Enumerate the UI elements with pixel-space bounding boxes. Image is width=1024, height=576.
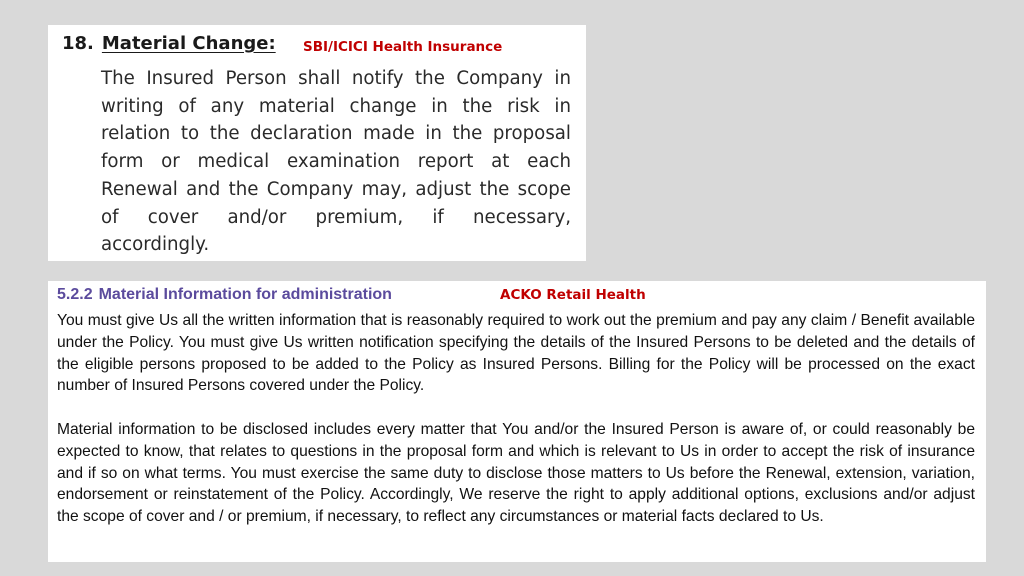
clause-paragraph: Material information to be disclosed includes every matter that You and/or the Insured Person is aware of, or could reasonably be expected to know, that relates to questions in the proposal form and which is relevant to Us in order to accept the risk of insurance and if so on what terms. You must exercise the same duty to disclose those matters to Us before the Renewal, extension, variation, endorsement or reinstatement of the Policy. Accordingly, We reserve the right to apply additional options, exclusions and/or adjust the scope of cover and / or premium, if necessary, to reflect any circumstances or material facts declared to Us. — [57, 421, 975, 526]
clause-heading — [57, 286, 392, 304]
clause-number: 5.2.2 — [57, 286, 93, 303]
clause-title: Material Change: — [101, 33, 276, 54]
clause-paragraph: You must give Us all the written information that is reasonably required to work out the premium and pay any claim / Benefit available under the Policy. You must give Us written notification specifying the details of the Insured Persons to be deleted and the details of the eligible persons proposed to be added to the Policy as Insured Persons. Billing for the Policy will be processed on the exact number of Insured Persons covered under the Policy. — [57, 312, 975, 395]
clause-number: 18. — [62, 33, 94, 54]
clause-body-text: The Insured Person shall notify the Company in writing of any material change in the risk in relation to the declaration made in the proposal form or medical examination report at each Renewal and the Company may, adjust the scope of cover and/or premium, if necessary, accordingly. — [101, 68, 571, 256]
sbi-clause-panel — [48, 25, 586, 261]
clause-title: Material Information for administration — [98, 286, 392, 303]
insurer-label: ACKO Retail Health — [500, 287, 646, 303]
acko-clause-panel — [48, 281, 986, 562]
clause-heading — [62, 33, 276, 54]
insurer-label: SBI/ICICI Health Insurance — [303, 39, 503, 55]
